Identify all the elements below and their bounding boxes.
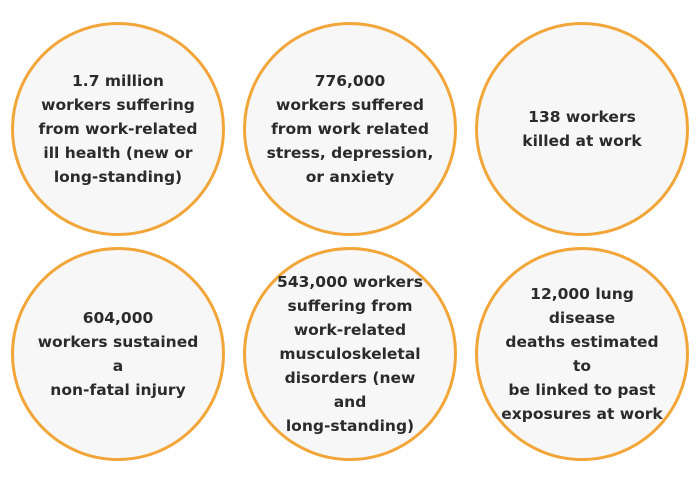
stat-circle-stress (243, 22, 457, 236)
stat-circle-musculoskeletal (243, 247, 457, 461)
stat-text-fatalities: 138 workers killed at work (522, 108, 642, 150)
stat-text-lung-disease: 12,000 lung disease deaths estimated to be linked to past exposures at work (501, 285, 663, 423)
stat-circle-injury (11, 247, 225, 461)
stat-text-stress: 776,000 workers suffered from work related stress, depression, or anxiety (266, 72, 434, 186)
stat-text-musculoskeletal: 543,000 workers suffering from work-related musculoskeletal disorders (new and long-standing) (277, 273, 423, 435)
stat-circle-fatalities (475, 22, 689, 236)
stat-text-ill-health: 1.7 million workers suffering from work-related ill health (new or long-standing) (38, 72, 198, 186)
stat-text-injury: 604,000 workers sustained a non-fatal injury (37, 309, 199, 399)
stat-circle-lung-disease (475, 247, 689, 461)
stat-circle-ill-health (11, 22, 225, 236)
